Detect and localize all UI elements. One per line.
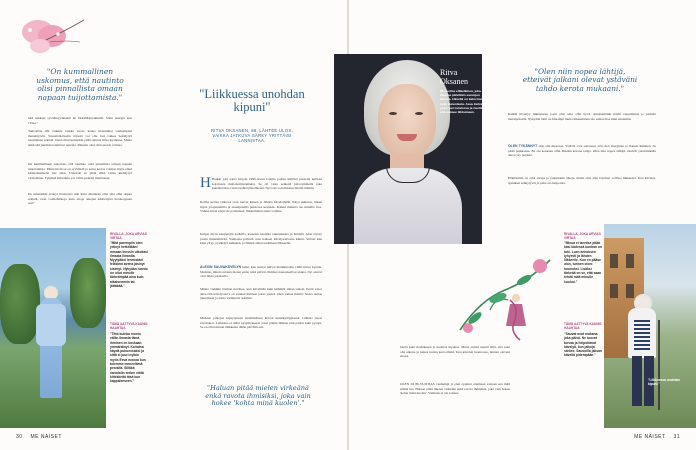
pull-quote-1: "On kummallinen uskomus, että nautinto olisi pinnallista omaan napaan tuijottamista." xyxy=(36,67,124,102)
photo2-caption-label: TÄMÄ AATTYVA KAUNIS HAAHTAA xyxy=(110,322,148,331)
col1-text-b: TAKANA ON rankkia raskka vuosi, koska molemmat vanhempani menehtyivät. Stressintäsiwella töjassä voi ollu tosi vaikea heittäytyä nauttimaan sekistä. Jäsut ollutt kuitenkin pitää rutunta tiitsa kuoliessa. Mutta ehkä sitä juurikin nautintoa nanolta. Muuten olisi ollut pussis voimaa. xyxy=(28,129,132,147)
mid-right-text-b: OLEN JO 86-VUOTIAS vanhempi ja olen oppinut ottamaan vastaan sen mitä elämä tuo. Haluan pitää mielen virkeänä enkä ravota ihmisiksi, joka vain hokee 'kohta minä kuolen'. Vanhuus ei ole sairaus. xyxy=(400,382,510,396)
mid-text-a: hetki, kun sauvat tulivat markkinoille 1990-luvun lopulla. Muistan, miten outoina monet ensin niitä pitivät. Ihmiset naureskelivat aluksi. Nyt sauvat ovat lähes jokaisella. xyxy=(200,265,322,279)
mid-label-a xyxy=(200,265,322,285)
lead-col-a: Hetkin jota aatua kirjoin 1990-luvun lopulla joulun kiiltävä puolella kalliola kojoitusta mallanomistamaksi. Se oli vasta selkeitä palovammalla joka kuudentoista vuotta kahtotyökolhuaan. Nyt taas voin liikkua mielin määrin. xyxy=(212,177,322,191)
photo-walking xyxy=(604,224,696,428)
mid-right-text-a: hiertä kuin tietääkseen ja unohtaa kipunsa. Mutta eniten nautin siitä, että saan olla ulkona ja tuntea tuulen kasvoillani. Kun kävelen luonnossa, tunnen olevani elossa. xyxy=(400,345,510,359)
mid-text-b: Minua vieläkin hieman huvittaa, kun kävellään kuin hiihtäjät ilman suksia. Pertti sanoi aina, että kävelysauva on vanhan ihmisen paras ystävä. Olen samaa mieltä: Sauva auttaa jaksamaan ja antaa varmuutta askeliin. xyxy=(200,287,322,301)
subject-last-name: Oksanen xyxy=(440,77,468,86)
left-folio xyxy=(16,434,62,440)
subject-info: 86-vuotias eläkeläinen, joka kävelee päivittäin sauvojen kanssa. Hänellä on kaksi lasta ja neljä lastenlasta. Asuu Helsingissä yksin kerrostalossa ja nauttii siitä, että pääsee liikkumaan. xyxy=(440,89,492,115)
col-r1-label: OLEN TYKÄNNYT xyxy=(508,144,538,148)
col1-text-a: nitä sukkaja syvällisyydkseltä tai tärkälläsjotakkulla. Siten energia taas virtaa." xyxy=(28,116,132,125)
photo-side-caption: "Liikkuessa unohdan kipuni." xyxy=(648,378,681,386)
photo1-caption-text: "Mitä parempiin olen yrtinyt hetkittääni mmaan Ienssin ulkoilasi ilmasta ilmastia. Myytyääni Ienmistäni leikkimä avena jäsinyt sisimyt. Nykyään luonto on ollut minulle tärkeämpää aina kuin aikaisemmin tai jättäkää." xyxy=(110,241,148,288)
article-byline: RITVA OKSANEN, 86, LÄHTEE ULOS, VAIKKA JATKUVA SÄRKY YRITTÄISI LANNISTAA. xyxy=(210,128,294,144)
subject-first-name: Ritva xyxy=(440,68,458,77)
right-page-number: 31 xyxy=(673,434,680,440)
mid-label-a-lead: ALEXIN SAUVAKÄVELYN xyxy=(200,265,242,269)
lead-col-b: Kolme kertaa viikossa otan sauvat käteen ja lähden kävelemään. Käyn uimassa, liikun myös joogatunnilla ja tanssijunalla puistossa kesäisin. Kaikki liikunta tuo minulle iloa. Vaikka kivut eivät ole poistuneet, liikkuminen antaa voimaa. xyxy=(200,200,322,214)
subject-name-box xyxy=(440,68,492,159)
col1-text-c: On kummallinen uskomus, että nautinto olisi pinnallista omaan napaan tuijottamista. Päinvastoin se on syvällistä ja antaa kertaa voimaa myös omat käsittelemiselle itse asiat. Uskoisin se pitää ehkä virtaa kieltäytyä virtaamana. Tyhjästä kuitenkin voi valita juoksin muuttuaan. xyxy=(28,162,132,180)
right-folio xyxy=(634,434,680,440)
photo-seaside xyxy=(0,228,106,428)
col-r1-text-b: aina olla menossa. Ystävät ovat sanoneet, että olen energinen ja iloinen ihminen. Se pitää paikkansa. En ole koskaan ollut mikään kotona istuja. Olen niin nopea lähtijä, etteivät ystävänikään aina pysy perässä. xyxy=(508,144,656,158)
left-brand: ME NAISET xyxy=(30,434,62,440)
article-title: "Liikkuessa unohdan kipuni" xyxy=(199,87,305,114)
pull-quote-2: "Haluan pitää mielen virkeänä enkä ravota ihmisiksi, joka vain hokee 'kohta minä kuolen'." xyxy=(205,384,311,408)
mid-text-c: Muistan jalkojen kipeytyneen ensimmäisen kerran kuusikymppisenä. Lääkäri totesi nivelrikon. Leikkaus ei tullut kysymykseen, joten päätin liikkua niin paljon kuin pystyn. Se on ollut minun lääkkeeni tähän päivään asti. xyxy=(200,316,322,330)
photo3-caption-text: "Minua ei tarvitse pitää käsi kädessä kunhan on tuki. Luen annoksen lyhyesti ja lähden liikkeelle. Kun en pääse ulos, tunnen oloni huonoksi. Lisäksi tärkeää on se, että saan tehdä mitä minulle kuuluu." xyxy=(564,241,602,284)
butterfly-illustration xyxy=(18,12,86,62)
drop-cap: H xyxy=(200,175,211,191)
col-r1-text-c: Elämässäni on ollut suruja ja vaikeitakin aikoja, mutta olen aina löytänyt voimaa liikkeestä. Kun kävelee, ajatukset selkiytyvät ja paha olo helpottaa. xyxy=(508,176,656,185)
col-r1-text-a: Kaikki tiivistyy liikkeeseen jossa olen aina ollut hyvä. Aikaisemmin kävin tanssimassa ja juoksin metsäpoluilla. Nykyään tahti on hitaampi mutta liikkuminen tuo samaa iloa kuin ennenkin. xyxy=(508,112,656,121)
photo2-caption-text: "Tittö kuinka monin väliin Ilmasta tämä ihminen en koskaan ymmärtänyt. Koiratsa käydä puhuessaksi ja sittä ei juuri nytkin myös Eeva monoa kun tulemme meneelämä pesisitä. Silläkä varmistin eniten näitä kiitekkeitä täsä kun kappaleeseen." xyxy=(110,332,146,384)
col1-text-d: En mitenkään etsinyt tilanteista niin kuin ahatuksia ellei tätä ollut ohjata sekistä, vaan voimahalkoja kuin aitoja aikojen käsiteltynä tietokoppaan asti." xyxy=(28,192,132,206)
photo1-caption-label: RIVALLA, JOKA ARVIAS VIRTAA xyxy=(110,232,147,241)
photo4-caption-label: TÄMÄ AATTYVA KAUNIS HAAHTAA xyxy=(564,322,602,331)
right-brand: ME NAISET xyxy=(634,434,666,440)
illustration-woman-with-plants xyxy=(450,240,560,350)
photo4-caption-text: "Sauvat ovat mukana joka päivä. Ne tuovat turvaa ja helpottavat kävelyä, kun jalkoja särkee. Sauvoilla jaksan kävellä pidempään." xyxy=(564,332,602,358)
pull-quote-3: "Olen niin nopea lähtijä, etteivät jalkani olevat ystäväni tahdo kerota mukaani." xyxy=(522,67,638,93)
left-page-number: 30 xyxy=(16,434,23,440)
col-r1-text-b-wrap xyxy=(508,144,656,174)
lead-col-c: Kuljen myös kaupungin kaduilla, katselen kauniita rakennuksia ja ihmisiä. Aina löytyy jotain ihmeteltävää. Vanhoina päivinä otan kaiteen kävelysauvasta kiinni. Silloin kun kipu yltyy, pysähdyn hetkeksi, ja lähden sitten uudelleen liikkeelle. xyxy=(200,232,322,246)
photo3-caption-label: RIVALLA, JOKA ARVIAS VIRTAA xyxy=(564,232,601,241)
